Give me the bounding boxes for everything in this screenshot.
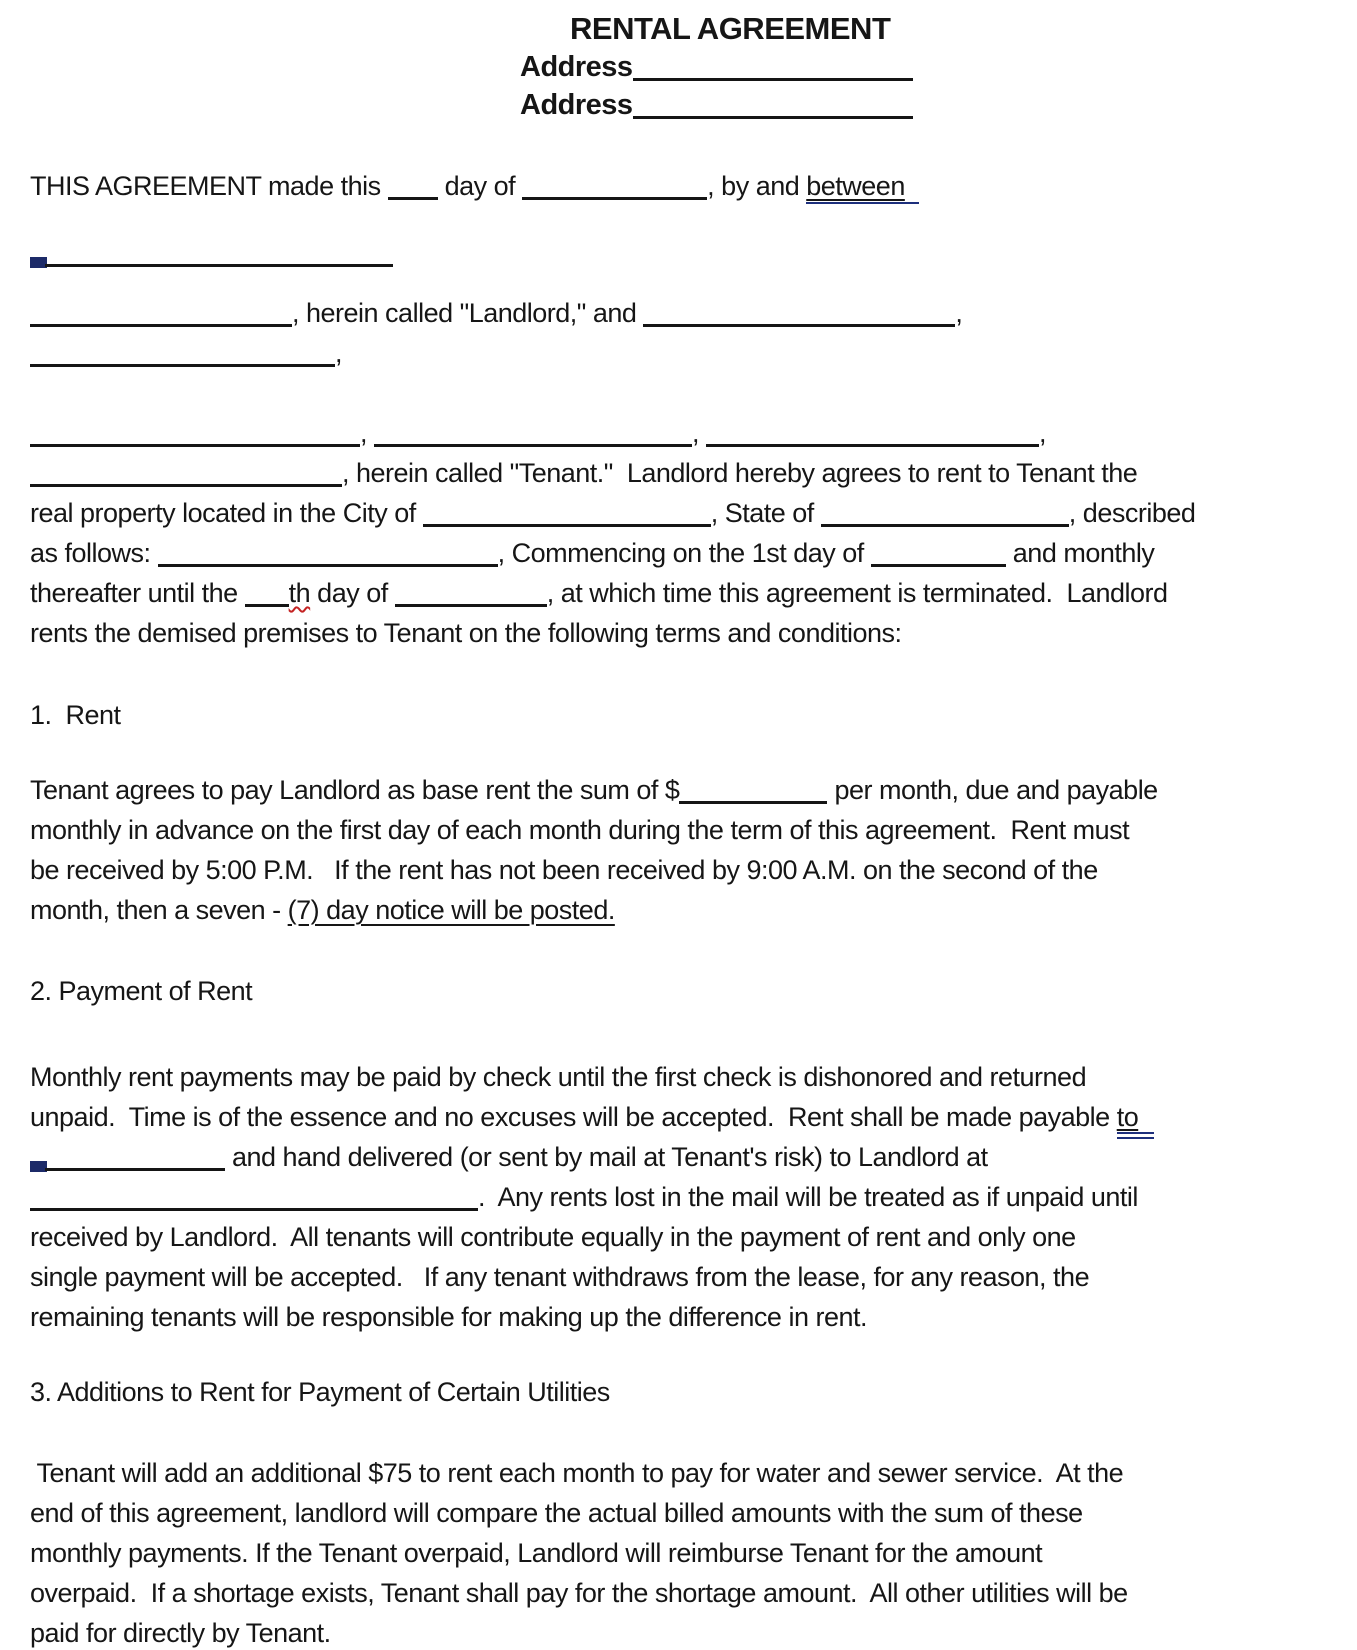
section-2-heading: 2. Payment of Rent <box>30 976 253 1006</box>
paragraph-line: Monthly rent payments may be paid by check until the first check is dishonored and returned <box>30 1062 1087 1092</box>
blank-field <box>30 442 360 447</box>
blank-field <box>871 562 1006 567</box>
section-3-paragraph <box>30 1453 1329 1650</box>
paragraph-line: end of this agreement, landlord will compare the actual billed amounts with the sum of these <box>30 1498 1083 1528</box>
revision-underlined-word: to <box>1117 1102 1155 1139</box>
intro-line-1 <box>30 166 1329 206</box>
document-title: RENTAL AGREEMENT <box>570 11 891 46</box>
blank-field <box>522 195 707 200</box>
address-line-2 <box>520 86 1329 124</box>
paragraph-line <box>30 770 1329 810</box>
text-run: , at which time this agreement is terminated. Landlord <box>546 578 1168 608</box>
intro-line-10 <box>30 613 1329 653</box>
blank-field <box>679 799 827 804</box>
paragraph-line <box>30 890 1329 930</box>
intro-line-6 <box>30 453 1329 493</box>
blank-field <box>245 602 289 607</box>
paragraph-line: Tenant will add an additional $75 to rent each month to pay for water and sewer service. At the <box>30 1458 1124 1488</box>
section-3-heading: 3. Additions to Rent for Payment of Certain Utilities <box>30 1377 610 1407</box>
section-2-paragraph <box>30 1057 1329 1337</box>
intro-line-5 <box>30 413 1329 453</box>
blank-field <box>374 442 692 447</box>
text-run: , herein called "Tenant." Landlord hereby agrees to rent to Tenant the <box>342 458 1138 488</box>
blank-field <box>30 322 292 327</box>
address-line-1 <box>520 48 1329 86</box>
blank-field <box>423 522 711 527</box>
text-run: , <box>692 418 707 448</box>
underlined-phrase: (7) day notice will be posted. <box>287 895 615 925</box>
paragraph-line: remaining tenants will be responsible for making up the difference in rent. <box>30 1302 867 1332</box>
paragraph-line <box>30 1097 1329 1137</box>
intro-line-9 <box>30 573 1329 613</box>
text-run: . Any rents lost in the mail will be treated as if unpaid until <box>478 1182 1138 1212</box>
blank-field <box>388 195 438 200</box>
text-run: , <box>1039 418 1047 448</box>
blank-field <box>45 262 393 267</box>
blank-field <box>30 362 335 367</box>
text-run: THIS AGREEMENT made this <box>30 171 388 201</box>
intro-line-2 <box>30 233 1329 273</box>
text-run: day of <box>437 171 523 201</box>
blank-field <box>706 442 1039 447</box>
blank-field <box>30 1206 478 1211</box>
text-run: and hand delivered (or sent by mail at Tenant's risk) to Landlord at <box>225 1142 988 1172</box>
text-run: and monthly <box>1005 538 1155 568</box>
spellcheck-squiggle-word: th <box>288 578 311 608</box>
intro-line-8 <box>30 533 1329 573</box>
blank-field <box>643 322 955 327</box>
blank-field <box>30 482 342 487</box>
intro-line-3 <box>30 293 1329 333</box>
text-run: , described <box>1068 498 1196 528</box>
paragraph-line: single payment will be accepted. If any tenant withdraws from the lease, for any reason, the <box>30 1262 1090 1292</box>
paragraph-line <box>30 1177 1329 1217</box>
blank-field <box>395 602 547 607</box>
intro-line-4 <box>30 333 1329 373</box>
section-1-heading: 1. Rent <box>30 700 121 730</box>
address-label: Address <box>520 51 633 83</box>
paragraph-line: received by Landlord. All tenants will contribute equally in the payment of rent and only one <box>30 1222 1076 1252</box>
document-header <box>30 10 1329 124</box>
text-run: , State of <box>710 498 821 528</box>
text-run: day of <box>310 578 395 608</box>
blank-field <box>45 1166 225 1171</box>
paragraph-line: overpaid. If a shortage exists, Tenant shall pay for the shortage amount. All other utilities will be <box>30 1578 1128 1608</box>
text-run: , by and <box>707 171 807 201</box>
text-run: , <box>955 298 963 328</box>
text-run: per month, due and payable <box>827 775 1158 805</box>
text-run: month, then a seven - <box>30 895 288 925</box>
paragraph-line: monthly in advance on the first day of each month during the term of this agreement. Rent must <box>30 815 1130 845</box>
blank-field <box>633 76 913 81</box>
text-run: , <box>335 338 343 368</box>
text-run: thereafter until the <box>30 578 245 608</box>
blank-field <box>633 114 913 119</box>
text-run: rents the demised premises to Tenant on the following terms and conditions: <box>30 618 902 648</box>
section-1-paragraph <box>30 770 1329 930</box>
paragraph-line <box>30 1137 1329 1177</box>
paragraph-line: monthly payments. If the Tenant overpaid, Landlord will reimburse Tenant for the amount <box>30 1538 1043 1568</box>
paragraph-line: be received by 5:00 P.M. If the rent has not been received by 9:00 A.M. on the second of the <box>30 855 1098 885</box>
text-run: , <box>360 418 375 448</box>
text-run: , Commencing on the 1st day of <box>497 538 871 568</box>
text-run: , herein called "Landlord," and <box>292 298 644 328</box>
text-run: real property located in the City of <box>30 498 423 528</box>
address-label: Address <box>520 89 633 121</box>
text-run: as follows: <box>30 538 158 568</box>
text-run: unpaid. Time is of the essence and no excuses will be accepted. Rent shall be made payable <box>30 1102 1117 1132</box>
intro-line-7 <box>30 493 1329 533</box>
text-run: Tenant agrees to pay Landlord as base rent the sum of $ <box>30 775 680 805</box>
paragraph-line: paid for directly by Tenant. <box>30 1618 331 1648</box>
blank-field <box>158 562 498 567</box>
blank-field <box>821 522 1069 527</box>
revision-underlined-word: between <box>806 171 919 204</box>
